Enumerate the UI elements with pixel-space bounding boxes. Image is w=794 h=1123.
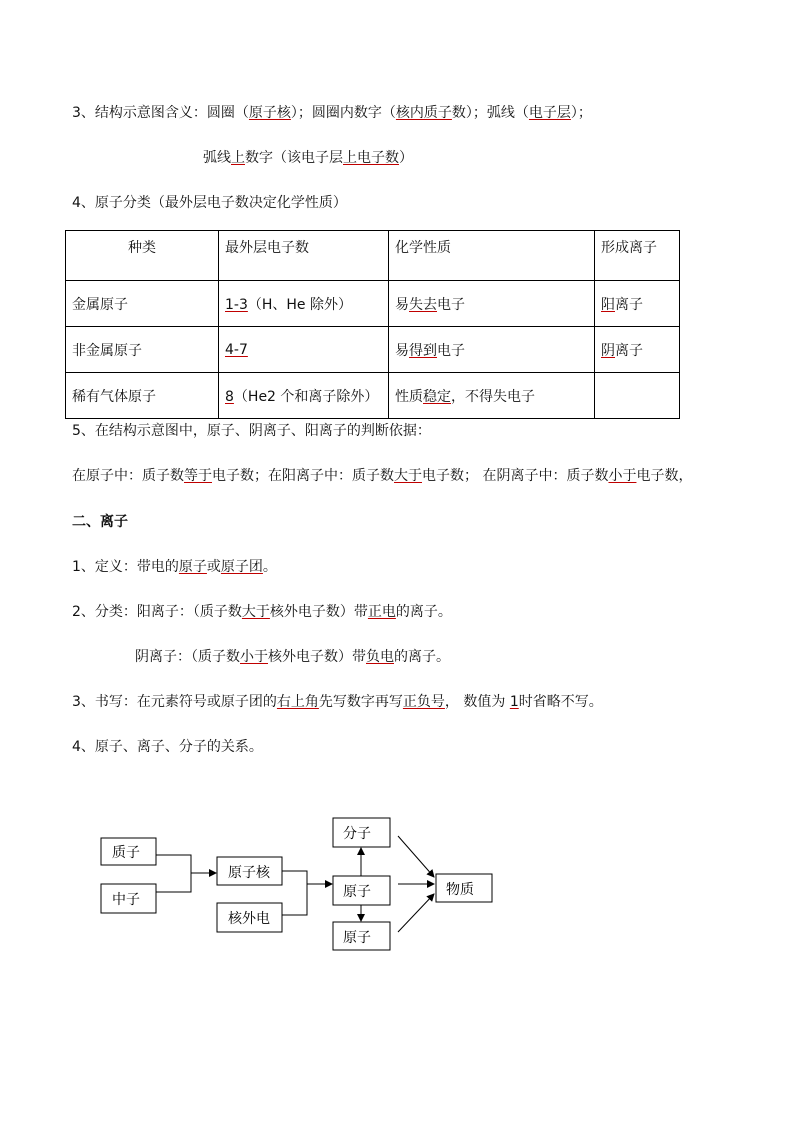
blank-answer: 阳 [601,296,615,313]
text: 时省略不写。 [518,694,603,710]
header-ion-formed: 形成离子 [595,231,680,281]
cell-kind: 稀有气体原子 [66,373,219,419]
text: 的离子。 [394,649,450,665]
text: ）； [570,105,592,121]
text: 易 [395,296,409,313]
blank-answer: 原子团 [220,559,263,575]
blank-answer: 得到 [409,342,437,359]
text: 核外电子数）带 [269,604,368,620]
relation-title: 4、原子、离子、分子的关系。 [72,739,263,755]
text: 3、书写：在元素符号或原子团的 [72,694,277,710]
text: 性质 [395,388,423,405]
text: （H、He 除外） [247,296,352,313]
connector-proton-neutron [156,855,191,892]
blank-answer: 阴 [601,342,615,359]
blank-answer: 大于 [241,604,270,620]
blank-answer: 1-3 [225,296,248,313]
arrow-molecule-to-matter [398,836,434,877]
blank-answer: 上 [231,150,245,166]
blank-answer: 负电 [366,649,394,665]
blank-answer: 原子核 [248,105,291,121]
text: 1、定义：带电的 [72,559,179,575]
blank-answer: 上电子数 [343,150,399,166]
text: ， 数值为 [444,694,510,710]
text: 3、结构示意图含义：圆圈（ [72,105,249,121]
text: 电子数；在阳离子中：质子数 [212,468,394,484]
electron-label: 核外电 [228,911,270,927]
header-chemical-property: 化学性质 [389,231,595,281]
text: 电子数， [636,468,693,484]
arrow-ion-to-matter [398,894,434,932]
blank-answer: 原子 [178,559,207,575]
text: 在原子中：质子数 [72,468,184,484]
header-outer-electrons: 最外层电子数 [219,231,389,281]
text: 数字（该电子层 [245,150,343,166]
text: ） [399,150,413,166]
text: 的离子。 [395,604,452,620]
text: 易 [395,342,409,359]
atom-label: 原子 [343,884,371,900]
text: 核外电子数）带 [268,649,366,665]
neutron-label: 中子 [112,892,140,908]
blank-answer: 核内质子 [395,105,452,121]
molecule-label: 分子 [343,826,371,842]
text: 离子 [615,342,643,359]
blank-answer: 小于 [608,468,637,484]
ion-label: 原子 [343,930,371,946]
text: （He2 个和离子除外） [233,388,379,405]
proton-label: 质子 [112,845,140,861]
connector-nucleus-electron [282,871,307,915]
header-kind: 种类 [66,231,219,281]
section-4-title: 4、原子分类（最外层电子数决定化学性质） [72,195,347,211]
blank-answer: 稳定 [423,388,451,405]
text: 离子 [615,296,643,313]
blank-answer: 大于 [394,468,422,484]
text: 阴离子：（质子数 [135,649,240,665]
cell-kind: 非金属原子 [66,327,219,373]
ion-heading: 二、离子 [72,514,128,530]
text: ）；圆圈内数字（ [290,105,396,121]
blank-answer: 电子层 [528,105,571,121]
text: 电子 [437,342,465,359]
cell-kind: 金属原子 [66,281,219,327]
blank-answer: 4-7 [225,341,248,358]
text: 电子 [437,296,465,313]
text: 。 [262,559,277,575]
blank-answer: 等于 [184,468,212,484]
blank-answer: 小于 [240,649,268,665]
text: ，不得失电子 [451,388,535,405]
blank-answer: 正电 [367,604,396,620]
text: 先写数字再写 [318,694,403,710]
section-5-title: 5、在结构示意图中，原子、阴离子、阳离子的判断依据： [72,423,431,439]
nucleus-label: 原子核 [228,865,270,881]
blank-answer: 正负号 [402,694,445,710]
blank-answer: 8 [225,388,234,405]
blank-answer: 右上角 [276,694,319,710]
text: 弧线 [203,150,231,166]
blank-answer: 失去 [409,296,437,313]
blank-answer: 1 [509,694,519,710]
text: 或 [206,559,221,575]
text: 电子数； 在阴离子中：质子数 [422,468,609,484]
text: 数）；弧线（ [451,105,529,121]
text: 2、分类：阳离子：（质子数 [72,604,242,620]
matter-label: 物质 [446,882,474,898]
